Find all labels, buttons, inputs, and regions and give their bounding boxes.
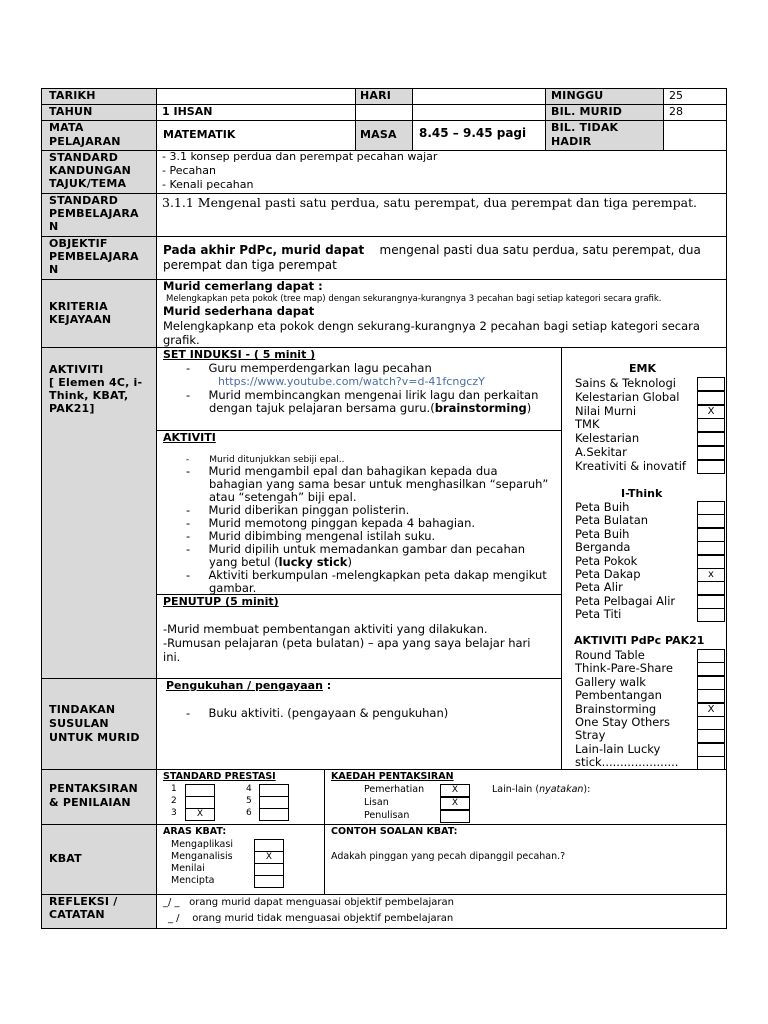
tindakan-label: TINDAKAN SUSULAN UNTUK MURID [49, 703, 140, 744]
kaedah-pentaksiran-title: KAEDAH PENTAKSIRAN [331, 771, 454, 782]
kaedah-pentaksiran-checkbox[interactable]: X [440, 797, 470, 810]
aras-kbat-label: Mencipta [171, 875, 215, 886]
refleksi-label: REFLEKSI / CATATAN [49, 895, 118, 921]
masa-value[interactable]: 8.45 – 9.45 pagi [419, 126, 527, 140]
ithink-item-checkbox[interactable] [697, 541, 725, 555]
emk-item-checkbox[interactable] [697, 460, 725, 474]
aras-kbat-label: Menilai [171, 863, 205, 874]
emk-item-label: A.Sekitar [575, 445, 627, 459]
kriteria-heading-cemerlang: Murid cemerlang dapat : [163, 279, 323, 293]
kriteria-heading-sederhana: Murid sederhana dapat [163, 304, 315, 318]
standard-prestasi-number: 6 [246, 808, 252, 818]
pak21-item-checkbox[interactable] [697, 716, 725, 730]
refleksi-line-2: _ / orang murid tidak menguasai objektif pembelajaran [168, 913, 454, 924]
set-induksi-title: SET INDUKSI - ( 5 minit ) [163, 348, 316, 361]
standard-prestasi-number: 4 [246, 784, 252, 794]
penutup-title: PENUTUP (5 minit) [163, 595, 279, 608]
ithink-item-label: Berganda [575, 540, 631, 555]
emk-item-checkbox[interactable] [697, 432, 725, 446]
ithink-item-checkbox[interactable] [697, 608, 725, 622]
standard-prestasi-number: 1 [171, 784, 177, 794]
emk-item-label: Kelestarian [575, 431, 640, 446]
kriteria-text-cemerlang: Melengkapkan peta pokok (tree map) dengan sekurangnya-kurangnya 3 pecahan bagi setiap kategori secara grafik. [166, 294, 662, 304]
ithink-item-label: Peta Dakap [575, 567, 641, 581]
pak21-item-label: Think-Pare-Share [575, 661, 673, 676]
emk-item-checkbox[interactable] [697, 391, 725, 405]
kriteria-label: KRITERIA KEJAYAAN [49, 300, 112, 326]
minggu-value[interactable]: 25 [669, 89, 683, 102]
ithink-item-checkbox[interactable] [697, 514, 725, 528]
tahun-value[interactable]: 1 IHSAN [162, 105, 213, 118]
ithink-item-checkbox[interactable] [697, 555, 725, 569]
emk-item-label: Kelestarian Global [575, 389, 680, 404]
pak21-item-checkbox[interactable] [697, 756, 725, 770]
ithink-item-label: Peta Buih [575, 526, 630, 541]
aktiviti-item-0: - Murid ditunjukkan sebiji epal.. [186, 455, 345, 465]
kaedah-pentaksiran-checkbox[interactable]: X [440, 784, 470, 797]
tarikh-label: TARIKH [49, 89, 96, 102]
pak21-item-label: Pembentangan [575, 688, 662, 703]
aras-kbat-label: Mengaplikasi [171, 839, 233, 850]
set-induksi-item-2: - Murid membincangkan mengenai lirik lagu dan perkaitan dengan tajuk pelajaran bersama guru.(brainstorming) [186, 388, 539, 415]
kriteria-text-sederhana: Melengkapkanp eta pokok dengn sekurang-kurangnya 2 pecahan bagi setiap kategori secara grafik. [163, 319, 700, 347]
ithink-item-label: Peta Pelbagai Alir [575, 593, 676, 608]
ithink-item-checkbox[interactable] [697, 595, 725, 609]
emk-item-label: Nilai Murni [575, 403, 637, 418]
standard-kandungan-label: STANDARD KANDUNGAN TAJUK/TEMA [49, 151, 132, 190]
standard-prestasi-checkbox[interactable] [259, 808, 289, 821]
ithink-item-label: Peta Buih [575, 500, 630, 514]
bil-murid-label: BIL. MURID [551, 105, 623, 118]
pak21-item-label: Lain-lain Lucky [575, 741, 661, 756]
masa-label: MASA [360, 128, 397, 141]
standard-prestasi-number: 3 [171, 808, 177, 818]
ithink-item-label: Peta Pokok [575, 553, 638, 568]
bil-murid-value[interactable]: 28 [669, 105, 683, 118]
emk-item-checkbox[interactable] [697, 446, 725, 460]
kaedah-pentaksiran-label: Penulisan [364, 810, 410, 821]
ithink-item-label: Peta Bulatan [575, 513, 649, 528]
ithink-title: I-Think [621, 487, 663, 500]
pak21-item-label: stick..................... [575, 755, 679, 770]
aras-kbat-checkbox[interactable] [254, 875, 284, 888]
pak21-item-label: Stray [575, 728, 606, 743]
aktiviti-label: AKTIVITI [ Elemen 4C, i- Think, KBAT, PAK21] [49, 363, 143, 415]
set-induksi-item-1: - Guru memperdengarkan lagu pecahan [186, 361, 432, 375]
tahun-label: TAHUN [49, 105, 93, 118]
standard-prestasi-number: 5 [246, 796, 252, 806]
pak21-title: AKTIVITI PdPc PAK21 [574, 634, 705, 647]
kaedah-pentaksiran-checkbox[interactable] [440, 810, 470, 823]
emk-item-label: Sains & Teknologi [575, 376, 676, 390]
ithink-item-checkbox[interactable]: x [697, 568, 725, 582]
ithink-item-checkbox[interactable] [697, 528, 725, 542]
aktiviti-title: AKTIVITI [163, 431, 216, 444]
emk-item-label: TMK [575, 417, 600, 432]
pak21-item-label: Gallery walk [575, 674, 646, 689]
pak21-item-checkbox[interactable] [697, 689, 725, 703]
pak21-item-checkbox[interactable] [697, 662, 725, 676]
pak21-item-checkbox[interactable] [697, 743, 725, 757]
mata-label-1: MATA [49, 121, 84, 134]
emk-title: EMK [629, 362, 656, 375]
pak21-item-label: One Stay Others [575, 715, 671, 729]
lagu-pecahan-link[interactable]: https://www.youtube.com/watch?v=d-41fcngczY [218, 375, 485, 388]
bil-tidak-label-2: HADIR [551, 135, 592, 148]
pak21-item-label: Brainstorming [575, 701, 657, 716]
standard-prestasi-number: 2 [171, 796, 177, 806]
ithink-item-label: Peta Titi [575, 607, 622, 622]
objektif-text: Pada akhir PdPc, murid dapat mengenal pasti dua satu perdua, satu perempat, dua perempat dan tiga perempat [163, 243, 701, 272]
emk-item-checkbox[interactable] [697, 418, 725, 432]
tindakan-item: - Buku aktiviti. (pengayaan & pengukuhan) [186, 706, 449, 720]
kbat-label: KBAT [49, 852, 82, 865]
pak21-item-checkbox[interactable]: X [697, 703, 725, 717]
ithink-item-label: Peta Alir [575, 580, 623, 595]
mata-value[interactable]: MATEMATIK [163, 128, 236, 141]
emk-item-checkbox[interactable] [697, 377, 725, 391]
hari-label: HARI [360, 89, 392, 102]
bil-tidak-label-1: BIL. TIDAK [551, 121, 619, 134]
lain-lain-text: Lain-lain (nyatakan): [492, 784, 591, 795]
pak21-item-checkbox[interactable] [697, 676, 725, 690]
emk-item-checkbox[interactable]: X [697, 405, 725, 419]
pak21-item-checkbox[interactable] [697, 649, 725, 663]
emk-item-label: Kreativiti & inovatif [575, 458, 686, 473]
standard-prestasi-checkbox[interactable]: X [185, 808, 215, 821]
aras-kbat-title: ARAS KBAT: [163, 826, 227, 837]
aras-kbat-label: Menganalisis [171, 851, 233, 862]
standard-prestasi-title: STANDARD PRESTASI [163, 771, 276, 782]
objektif-label: OBJEKTIF PEMBELAJARA N [49, 237, 139, 276]
penutup-text: -Murid membuat pembentangan aktiviti yang dilakukan. -Rumusan pelajaran (peta bulatan) – apa yang saya belajar hari ini. [163, 622, 531, 664]
ithink-item-checkbox[interactable] [697, 581, 725, 595]
standard-pembelajaran-label: STANDARD PEMBELAJARA N [49, 194, 139, 233]
contoh-soalan-title: CONTOH SOALAN KBAT: [331, 826, 458, 837]
aras-kbat-checkbox[interactable]: X [254, 851, 284, 864]
standard-pembelajaran-text: 3.1.1 Mengenal pasti satu perdua, satu perempat, dua perempat dan tiga perempat. [162, 195, 698, 210]
mata-label-2: PELAJARAN [49, 135, 121, 148]
refleksi-line-1: _/ _ orang murid dapat menguasai objektif pembelajaran [163, 897, 454, 908]
aktiviti-list: - Murid mengambil epal dan bahagikan kepada dua bahagian yang sama besar untuk menghasilkan “separuh” atau “setengah” biji epal. - Murid diberikan pinggan polisterin. - Murid memotong pinggan kepada 4 bahagian. - Murid dibimbing mengenal istilah suku. - Murid dipilih untuk memadankan gambar dan pecahan yang betul (lucky stick) - Aktiviti berkumpulan -melengkapkan peta dakap mengikut gambar. [186, 464, 549, 595]
kaedah-pentaksiran-label: Lisan [364, 797, 389, 808]
standard-kandungan-text: - 3.1 konsep perdua dan perempat pecahan wajar - Pecahan - Kenali pecahan [162, 150, 438, 191]
pak21-item-label: Round Table [575, 648, 645, 662]
contoh-soalan-text: Adakah pinggan yang pecah dipanggil pecahan.? [331, 851, 566, 862]
kaedah-pentaksiran-label: Pemerhatian [364, 784, 425, 795]
minggu-label: MINGGU [551, 89, 604, 102]
pak21-item-checkbox[interactable] [697, 729, 725, 743]
ithink-item-checkbox[interactable] [697, 501, 725, 515]
pentaksiran-label: PENTAKSIRAN & PENILAIAN [49, 782, 138, 809]
tindakan-title: Pengukuhan / pengayaan : [166, 679, 332, 692]
